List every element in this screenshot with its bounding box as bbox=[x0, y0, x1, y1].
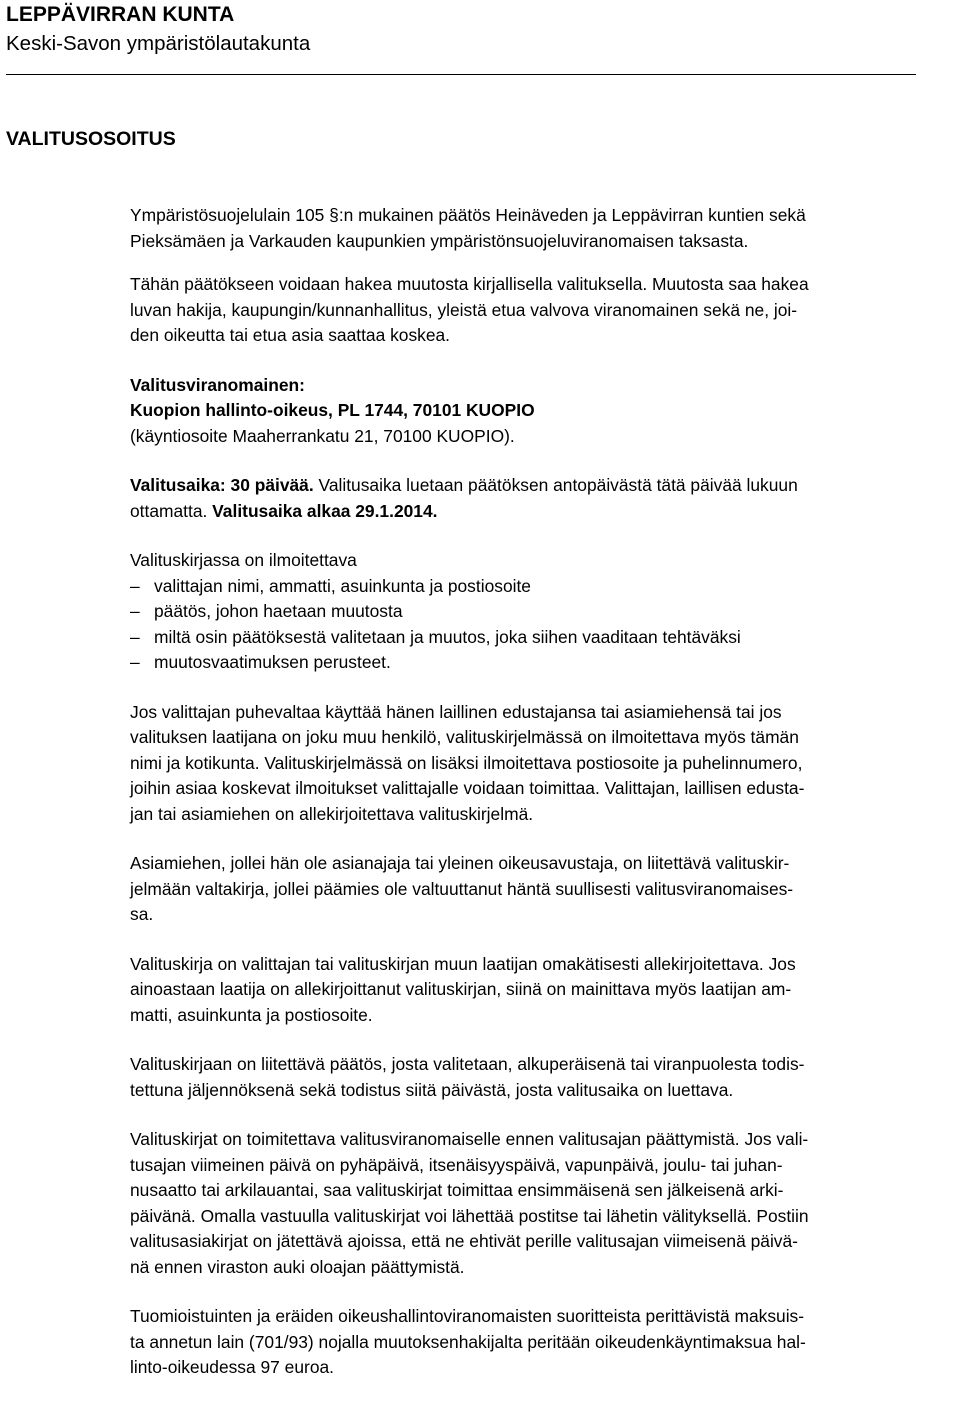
list-item bbox=[130, 574, 956, 600]
text-line: linto-oikeudessa 97 euroa. bbox=[130, 1357, 334, 1377]
text-line: Ympäristösuojelulain 105 §:n mukainen päätös Heinäveden ja Leppävirran kuntien sekä bbox=[130, 205, 806, 225]
intro-paragraph bbox=[130, 203, 956, 254]
authority-visiting-address: (käyntiosoite Maaherrankatu 21, 70100 KUOPIO). bbox=[130, 425, 515, 446]
text-line: ta annetun lain (701/93) nojalla muutoksenhakijalta peritään oikeudenkäyntimaksua hal- bbox=[130, 1331, 806, 1352]
document-body bbox=[130, 203, 956, 1405]
letter-contents-intro: Valituskirjassa on ilmoitettava bbox=[130, 550, 357, 570]
text-line: luvan hakija, kaupungin/kunnanhallitus, yleistä etua valvova viranomainen sekä ne, joi- bbox=[130, 299, 798, 320]
text-line: Tuomioistuinten ja eräiden oikeushallintoviranomaisten suoritteista perittävistä maksuis- bbox=[130, 1306, 805, 1326]
dash-bullet-icon: – bbox=[130, 626, 140, 647]
text-line: Valituskirjat on toimitettava valitusviranomaiselle ennen valitusajan päättymistä. Jos vali- bbox=[130, 1129, 809, 1149]
text-line: päivänä. Omalla vastuulla valituskirjat voi lähettää postitse tai lähetin välityksellä. Postiin bbox=[130, 1205, 809, 1226]
text-line: den oikeutta tai etua asia saattaa koskea. bbox=[130, 325, 451, 345]
list-item bbox=[130, 599, 956, 625]
signature-paragraph bbox=[130, 952, 956, 1029]
text-line: matti, asuinkunta ja postiosoite. bbox=[130, 1004, 373, 1025]
text-line: Jos valittajan puhevaltaa käyttää hänen laillinen edustajansa tai asiamiehensä tai jos bbox=[130, 701, 782, 722]
text-line: nimi ja kotikunta. Valituskirjelmässä on lisäksi ilmoitettava postiosoite ja puhelinnumero, bbox=[130, 752, 803, 773]
text-line: jelmään valtakirja, jollei päämies ole valtuuttanut häntä suullisesti valitusviranomaises- bbox=[130, 878, 794, 899]
appeal-authority-block bbox=[130, 373, 956, 450]
text-line: ainoastaan laatija on allekirjoittanut valituskirjan, siinä on mainittava myös laatijan am- bbox=[130, 979, 792, 999]
text-line: Valituskirja on valittajan tai valituskirjan muun laatijan omakätisesti allekirjoitettava. Jos bbox=[130, 953, 796, 974]
list-item-text: valittajan nimi, ammatti, asuinkunta ja postiosoite bbox=[154, 575, 531, 596]
text-line: valitusasiakirjat on jätettävä ajoissa, että ne ehtivät perille valitusajan viimeisenä päivä- bbox=[130, 1231, 798, 1251]
required-items-list bbox=[130, 574, 956, 676]
document-title: VALITUSOSOITUS bbox=[6, 128, 176, 150]
list-item-text: päätös, johon haetaan muutosta bbox=[154, 601, 403, 621]
list-item-text: miltä osin päätöksestä valitetaan ja muutos, joka siihen vaaditaan tehtäväksi bbox=[154, 626, 741, 647]
dash-bullet-icon: – bbox=[130, 652, 140, 672]
list-item-text: muutosvaatimuksen perusteet. bbox=[154, 652, 391, 672]
dash-bullet-icon: – bbox=[130, 575, 140, 596]
court-fee-paragraph bbox=[130, 1304, 956, 1381]
representative-paragraph bbox=[130, 700, 956, 828]
appeal-period-label: Valitusaika: 30 päivää. bbox=[130, 475, 314, 495]
text-line: sa. bbox=[130, 904, 154, 924]
text-line: nusaatto tai arkilauantai, saa valituskirjat toimittaa ensimmäisenä sen jälkeisenä arki- bbox=[130, 1180, 784, 1200]
text-line: joihin asiaa koskevat ilmoitukset valittajalle voidaan toimittaa. Valittajan, laillisen edusta- bbox=[130, 778, 805, 798]
header-divider bbox=[6, 74, 916, 75]
text-line: tettuna jäljennöksenä sekä todistus siitä päivästä, josta valitusaika on luettava. bbox=[130, 1079, 734, 1100]
letter-contents-block bbox=[130, 548, 956, 676]
organization-name: LEPPÄVIRRAN KUNTA bbox=[6, 3, 235, 26]
authority-name: Kuopion hallinto-oikeus, PL 1744, 70101 KUOPIO bbox=[130, 400, 535, 420]
department-name: Keski-Savon ympäristölautakunta bbox=[6, 32, 311, 55]
attachments-paragraph bbox=[130, 1052, 956, 1103]
appeal-period-block bbox=[130, 473, 956, 524]
appeal-period-start: Valitusaika alkaa 29.1.2014. bbox=[212, 500, 438, 521]
text-line: jan tai asiamiehen on allekirjoitettava valituskirjelmä. bbox=[130, 803, 534, 824]
text-line: valituksen laatijana on joku muu henkilö, valituskirjelmässä on ilmoitettava myös tämän bbox=[130, 727, 799, 747]
appeal-period-text: ottamatta. bbox=[130, 500, 213, 521]
appeal-rights-paragraph bbox=[130, 272, 956, 349]
text-line: Tähän päätökseen voidaan hakea muutosta kirjallisella valituksella. Muutosta saa hakea bbox=[130, 274, 809, 294]
list-item bbox=[130, 650, 956, 676]
text-line: Valituskirjaan on liitettävä päätös, josta valitetaan, alkuperäisenä tai viranpuolesta todis- bbox=[130, 1054, 805, 1074]
appeal-period-text: Valitusaika luetaan päätöksen antopäivästä tätä päivää lukuun bbox=[313, 475, 798, 495]
dash-bullet-icon: – bbox=[130, 601, 140, 621]
text-line: Pieksämäen ja Varkauden kaupunkien ympäristönsuojeluviranomaisen taksasta. bbox=[130, 230, 749, 251]
text-line: Asiamiehen, jollei hän ole asianajaja tai yleinen oikeusavustaja, on liitettävä valituskir- bbox=[130, 853, 790, 873]
text-line: tusajan viimeinen päivä on pyhäpäivä, itsenäisyyspäivä, vapunpäivä, joulu- tai juhan- bbox=[130, 1154, 783, 1175]
submission-paragraph bbox=[130, 1127, 956, 1280]
power-of-attorney-paragraph bbox=[130, 851, 956, 928]
list-item bbox=[130, 625, 956, 651]
authority-label: Valitusviranomainen: bbox=[130, 374, 305, 395]
text-line: nä ennen viraston auki oloajan päättymistä. bbox=[130, 1256, 465, 1277]
